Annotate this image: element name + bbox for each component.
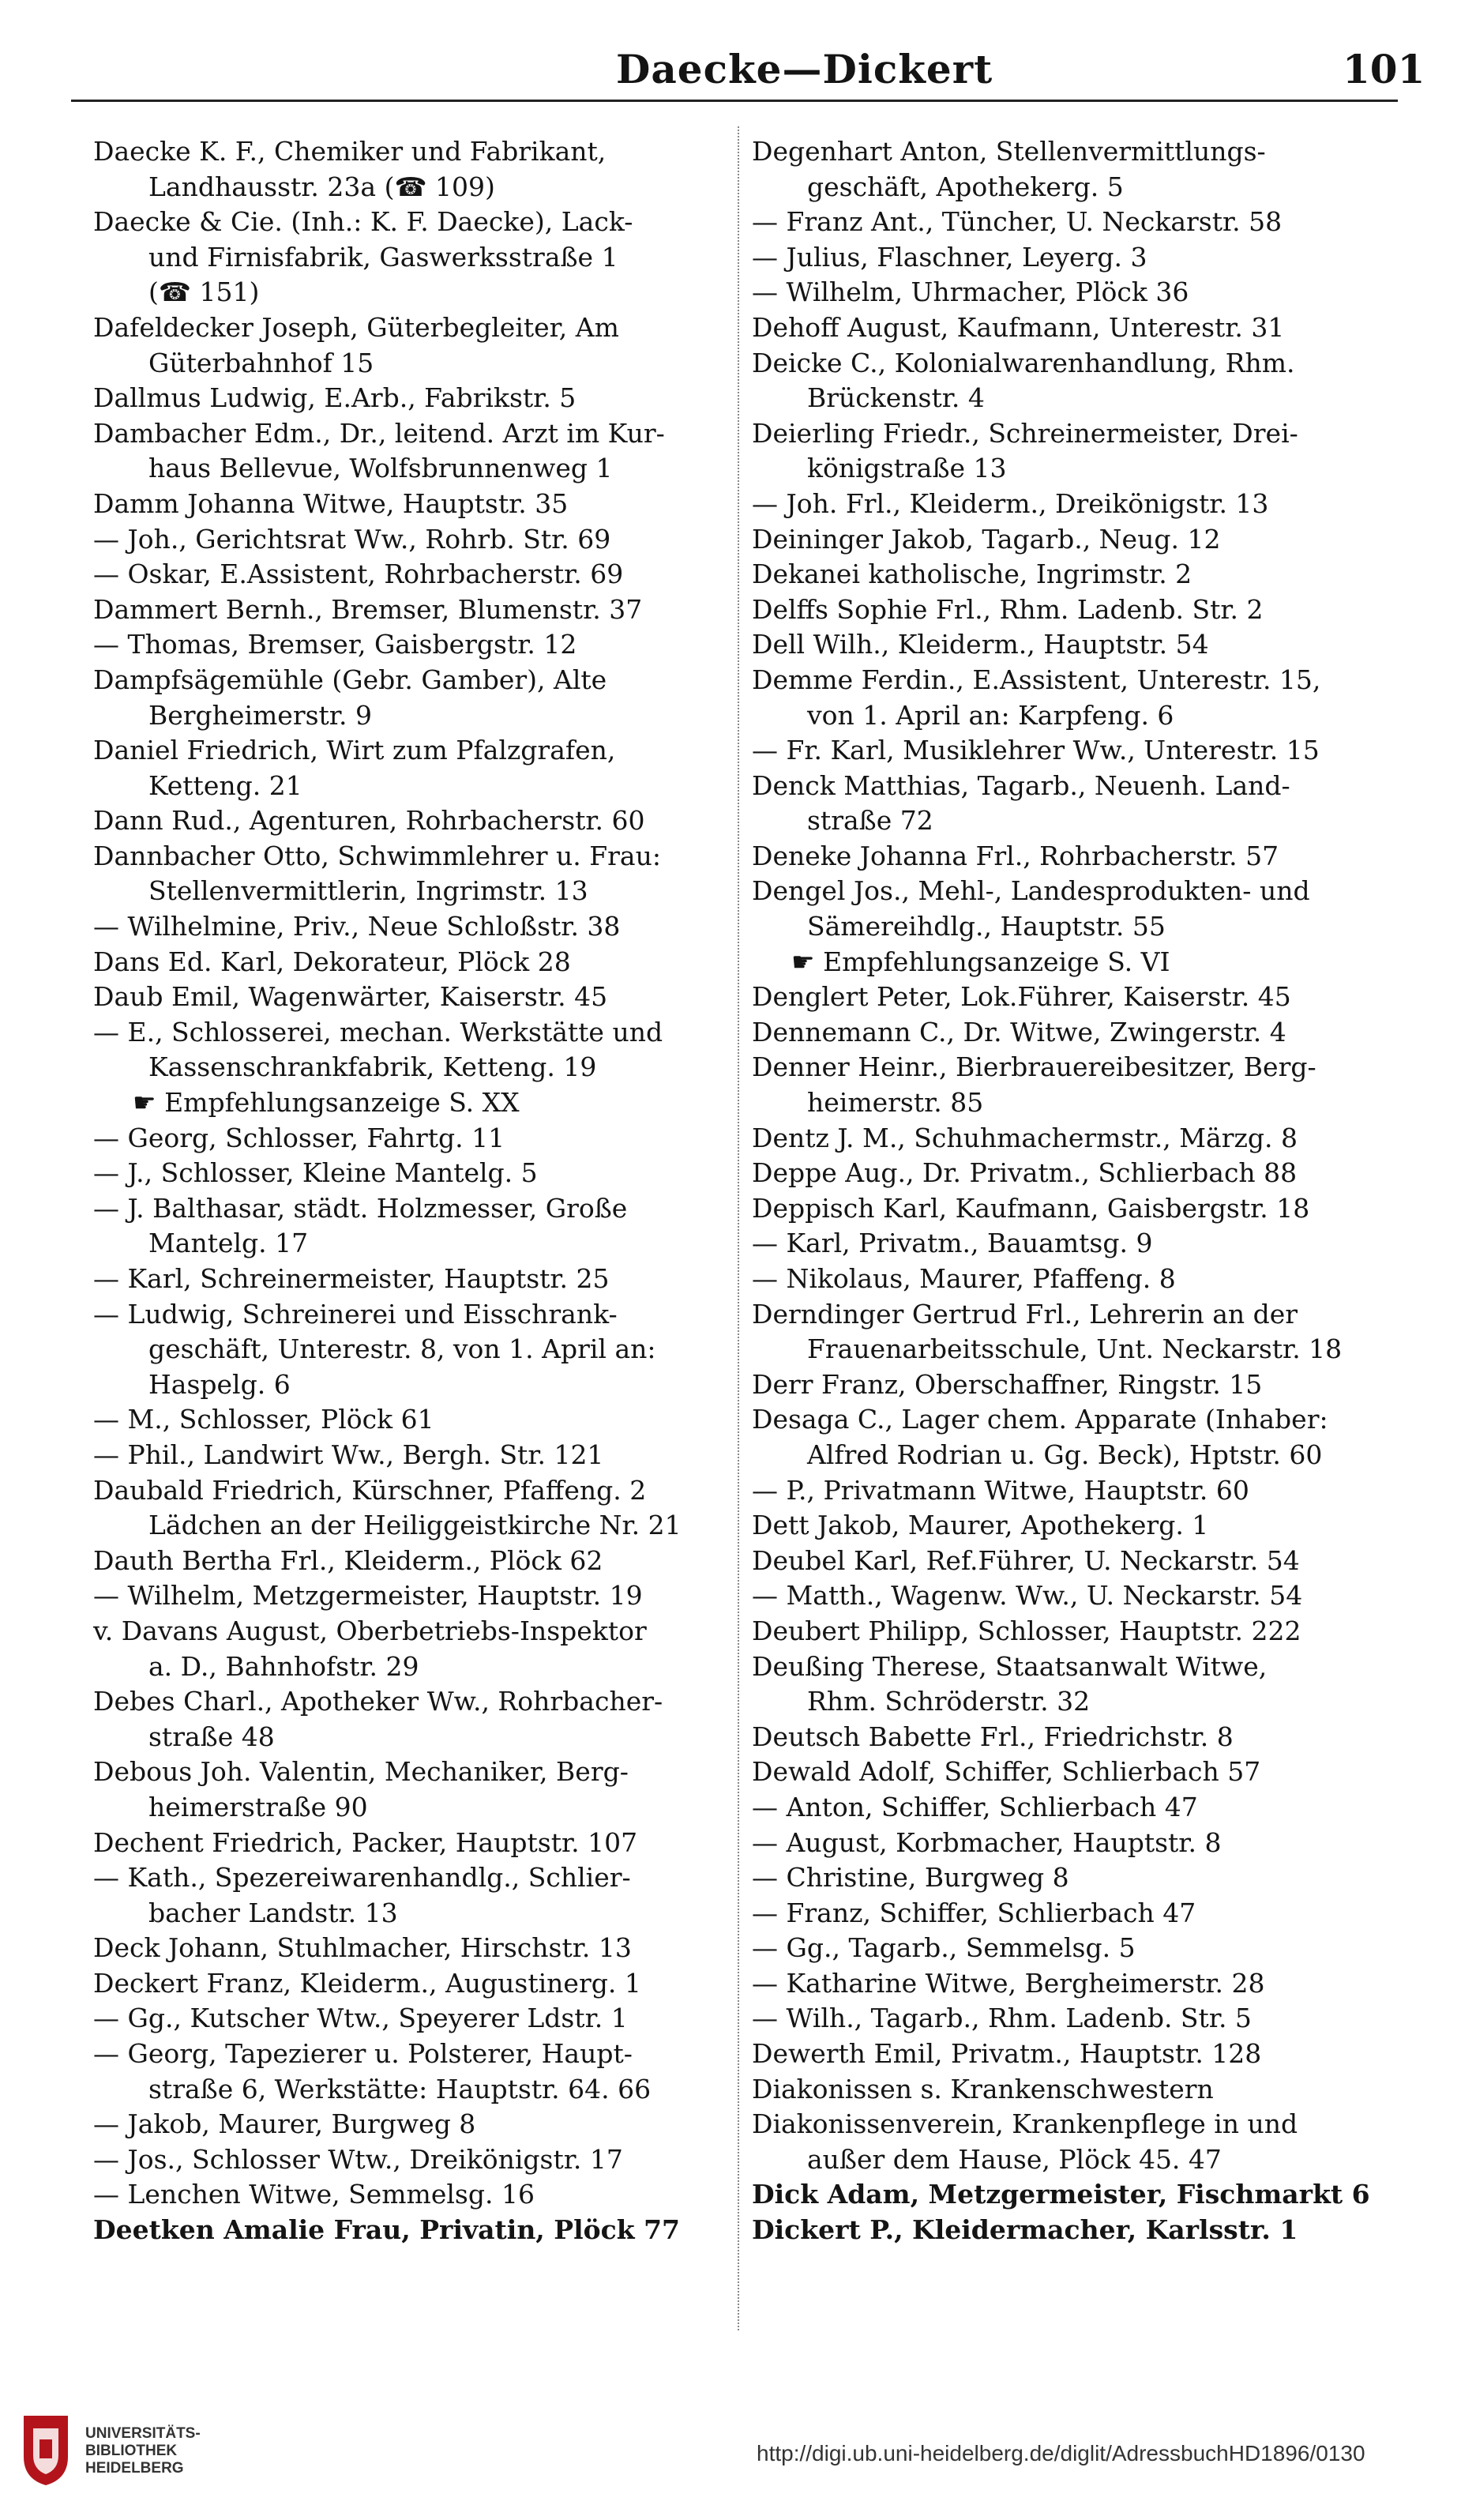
entry-line: Dehoff August, Kaufmann, Unterestr. 31 (752, 311, 1285, 343)
entry-line: Dennemann C., Dr. Witwe, Zwingerstr. 4 (752, 1016, 1286, 1047)
entry-line: Deppisch Karl, Kaufmann, Gaisbergstr. 18 (752, 1192, 1310, 1224)
entry-continuation-line: Sämereihdlg., Hauptstr. 55 (807, 911, 1166, 942)
directory-entry (752, 663, 1395, 733)
entry-line: — Oskar, E.Assistent, Rohrbacherstr. 69 (93, 559, 624, 590)
directory-entry (752, 1156, 1395, 1191)
entry-continuation-line: Lädchen an der Heiliggeistkirche Nr. 21 (148, 1510, 682, 1541)
directory-entry (752, 416, 1395, 487)
directory-entry (93, 134, 737, 205)
directory-entry (93, 1156, 737, 1191)
entry-line: — Gg., Kutscher Wtw., Speyerer Ldstr. 1 (93, 2003, 628, 2034)
directory-entry (752, 1508, 1395, 1544)
entry-line: Denglert Peter, Lok.Führer, Kaiserstr. 45 (752, 981, 1291, 1013)
entry-line: Dengel Jos., Mehl-, Landesprodukten- und (752, 875, 1310, 907)
library-name-line: HEIDELBERG (85, 2460, 184, 2477)
footer (0, 2394, 1461, 2520)
entry-continuation-line: straße 6, Werkstätte: Hauptstr. 64. 66 (148, 2073, 652, 2104)
directory-entry (752, 134, 1395, 205)
entry-line: Deubert Philipp, Schlosser, Hauptstr. 222 (752, 1615, 1301, 1646)
entry-line: Dick Adam, Metzgermeister, Fischmarkt 6 (752, 2179, 1370, 2210)
entry-line: Dann Rud., Agenturen, Rohrbacherstr. 60 (93, 805, 645, 837)
entry-line: Deppe Aug., Dr. Privatm., Schlierbach 88 (752, 1157, 1298, 1189)
directory-entry (752, 980, 1395, 1015)
entry-line: — Franz, Schiffer, Schlierbach 47 (752, 1897, 1196, 1928)
directory-entry (752, 1297, 1395, 1367)
directory-entry (752, 1649, 1395, 1720)
directory-entry (752, 1262, 1395, 1297)
entry-line: Denner Heinr., Bierbrauereibesitzer, Berg- (752, 1051, 1316, 1083)
directory-entry (93, 416, 737, 487)
entry-line: Daecke K. F., Chemiker und Fabrikant, (93, 136, 607, 167)
entry-continuation-line: Mantelg. 17 (148, 1228, 309, 1259)
directory-entry (93, 627, 737, 663)
directory-entry (93, 803, 737, 839)
directory-entry (752, 1826, 1395, 1861)
entry-line: Dans Ed. Karl, Dekorateur, Plöck 28 (93, 946, 571, 977)
entry-line: Deicke C., Kolonialwarenhandlung, Rhm. (752, 347, 1295, 378)
entry-line: ☛ Empfehlungsanzeige S. XX (133, 1087, 520, 1119)
entry-line: Denck Matthias, Tagarb., Neuenh. Land- (752, 769, 1290, 801)
directory-entry (93, 1297, 737, 1403)
entry-line: Dammert Bernh., Bremser, Blumenstr. 37 (93, 593, 643, 625)
entry-line: Diakonissenverein, Krankenpflege in und (752, 2108, 1298, 2140)
directory-entry (93, 522, 737, 558)
entry-line: — Julius, Flaschner, Leyerg. 3 (752, 241, 1147, 273)
entry-line: — Phil., Landwirt Ww., Bergh. Str. 121 (93, 1439, 604, 1470)
directory-entry (752, 945, 1395, 980)
entry-line: Deneke Johanna Frl., Rohrbacherstr. 57 (752, 840, 1279, 871)
entry-line: Daecke & Cie. (Inh.: K. F. Daecke), Lack- (93, 206, 633, 238)
entry-line: — Wilhelm, Uhrmacher, Plöck 36 (752, 276, 1189, 308)
directory-entry (93, 2001, 737, 2037)
entry-continuation-line: heimerstr. 85 (807, 1087, 984, 1119)
directory-entry (752, 1578, 1395, 1614)
entry-continuation-line: außer dem Hause, Plöck 45. 47 (807, 2143, 1222, 2175)
entry-continuation-line: a. D., Bahnhofstr. 29 (148, 1650, 419, 1682)
entry-line: — E., Schlosserei, mechan. Werkstätte und (93, 1016, 663, 1047)
entry-line: — M., Schlosser, Plöck 61 (93, 1404, 434, 1435)
entry-line: Dewerth Emil, Privatm., Hauptstr. 128 (752, 2038, 1262, 2070)
entry-line: Dannbacher Otto, Schwimmlehrer u. Frau: (93, 840, 661, 871)
directory-entry (752, 205, 1395, 240)
entry-continuation-line: und Firnisfabrik, Gaswerksstraße 1 (148, 241, 618, 273)
directory-entry (93, 1262, 737, 1297)
entry-continuation-line: geschäft, Apothekerg. 5 (807, 171, 1124, 202)
directory-entry (93, 2177, 737, 2213)
entry-line: Dell Wilh., Kleiderm., Hauptstr. 54 (752, 629, 1209, 660)
entry-line: Desaga C., Lager chem. Apparate (Inhaber: (752, 1404, 1328, 1435)
directory-entry (752, 557, 1395, 592)
directory-entry (752, 2037, 1395, 2072)
entry-continuation-line: Ketteng. 21 (148, 769, 302, 801)
directory-entry (752, 1896, 1395, 1931)
directory-entry (752, 874, 1395, 944)
entry-line: v. Davans August, Oberbetriebs-Inspektor (93, 1615, 647, 1646)
directory-entry (752, 487, 1395, 522)
directory-entry (752, 2177, 1395, 2213)
directory-entry (752, 1402, 1395, 1473)
directory-entry (93, 1578, 737, 1614)
entry-line: Deubel Karl, Ref.Führer, U. Neckarstr. 54 (752, 1544, 1300, 1576)
directory-entry (93, 1544, 737, 1579)
entry-line: Dauth Bertha Frl., Kleiderm., Plöck 62 (93, 1544, 603, 1576)
entry-line: — Wilh., Tagarb., Rhm. Ladenb. Str. 5 (752, 2003, 1252, 2034)
entry-line: — Kath., Spezereiwarenhandlg., Schlier- (93, 1862, 631, 1894)
entry-continuation-line: straße 72 (807, 805, 933, 837)
directory-entry (93, 1085, 737, 1121)
header-rule (71, 100, 1398, 102)
directory-entry (93, 1966, 737, 2002)
entry-line: Deck Johann, Stuhlmacher, Hirschstr. 13 (93, 1932, 632, 1964)
library-name (85, 2425, 201, 2477)
entry-line: — August, Korbmacher, Hauptstr. 8 (752, 1826, 1222, 1858)
directory-entry (93, 2213, 737, 2248)
entry-line: — Nikolaus, Maurer, Pfaffeng. 8 (752, 1263, 1176, 1294)
entry-line: — Joh. Frl., Kleiderm., Dreikönigstr. 13 (752, 487, 1269, 519)
directory-entry (93, 1121, 737, 1157)
entry-line: — Anton, Schiffer, Schlierbach 47 (752, 1791, 1198, 1822)
left-column (93, 134, 737, 2248)
entry-line: ☛ Empfehlungsanzeige S. VI (791, 946, 1170, 977)
entry-continuation-line: Alfred Rodrian u. Gg. Beck), Hptstr. 60 (807, 1439, 1323, 1470)
directory-entry (752, 310, 1395, 346)
entry-continuation-line: von 1. April an: Karpfeng. 6 (807, 699, 1174, 731)
entry-continuation-line: Brückenstr. 4 (807, 382, 985, 414)
directory-entry (752, 1050, 1395, 1120)
entry-continuation-line: Stellenvermittlerin, Ingrimstr. 13 (148, 875, 588, 907)
directory-entry (752, 1544, 1395, 1579)
entry-continuation-line: geschäft, Unterestr. 8, von 1. April an: (148, 1333, 656, 1365)
directory-entry (93, 2142, 737, 2178)
entry-line: — Jakob, Maurer, Burgweg 8 (93, 2108, 476, 2140)
right-column (752, 134, 1395, 2248)
entry-line: Degenhart Anton, Stellenvermittlungs- (752, 136, 1266, 167)
entry-line: Dekanei katholische, Ingrimstr. 2 (752, 559, 1192, 590)
directory-entry (752, 2072, 1395, 2108)
directory-entry (93, 1473, 737, 1544)
entry-line: Deußing Therese, Staatsanwalt Witwe, (752, 1650, 1268, 1682)
directory-entry (93, 980, 737, 1015)
directory-entry (93, 1402, 737, 1438)
entry-line: — Karl, Privatm., Bauamtsg. 9 (752, 1228, 1153, 1259)
entry-line: — Georg, Tapezierer u. Polsterer, Haupt- (93, 2038, 633, 2070)
source-url-link[interactable]: http://digi.ub.uni-heidelberg.de/diglit/AdressbuchHD1896/0130 (757, 2441, 1365, 2465)
entry-continuation-line: Rhm. Schröderstr. 32 (807, 1686, 1091, 1717)
entry-continuation-line: straße 48 (148, 1721, 275, 1752)
entry-continuation-line: Bergheimerstr. 9 (148, 699, 372, 731)
entry-line: — J., Schlosser, Kleine Mantelg. 5 (93, 1157, 538, 1189)
entry-line: Deutsch Babette Frl., Friedrichstr. 8 (752, 1721, 1234, 1752)
entry-line: Daniel Friedrich, Wirt zum Pfalzgrafen, (93, 735, 616, 766)
entry-line: — Karl, Schreinermeister, Hauptstr. 25 (93, 1263, 610, 1294)
entry-line: Diakonissen s. Krankenschwestern (752, 2073, 1214, 2104)
directory-entry (93, 663, 737, 733)
entry-line: — Christine, Burgweg 8 (752, 1862, 1069, 1894)
entry-line: Dewald Adolf, Schiffer, Schlierbach 57 (752, 1756, 1261, 1788)
entry-line: Deckert Franz, Kleiderm., Augustinerg. 1 (93, 1967, 641, 1999)
entry-line: — P., Privatmann Witwe, Hauptstr. 60 (752, 1474, 1249, 1506)
entry-line: — Georg, Schlosser, Fahrtg. 11 (93, 1122, 505, 1153)
directory-entry (752, 1367, 1395, 1403)
entry-continuation-line: bacher Landstr. 13 (148, 1897, 398, 1928)
entry-line: — Lenchen Witwe, Semmelsg. 16 (93, 2179, 535, 2210)
library-name-line: BIBLIOTHEK (85, 2443, 178, 2459)
directory-entry (752, 1015, 1395, 1051)
directory-entry (752, 769, 1395, 839)
directory-entry (93, 205, 737, 310)
directory-entry (752, 1860, 1395, 1896)
entry-line: Daubald Friedrich, Kürschner, Pfaffeng. 2 (93, 1474, 647, 1506)
entry-line: Daub Emil, Wagenwärter, Kaiserstr. 45 (93, 981, 608, 1013)
directory-entry (752, 240, 1395, 276)
directory-entry (752, 1755, 1395, 1790)
directory-entry (752, 627, 1395, 663)
directory-entry (752, 346, 1395, 416)
entry-line: Deetken Amalie Frau, Privatin, Plöck 77 (93, 2214, 681, 2246)
entry-line: Dafeldecker Joseph, Güterbegleiter, Am (93, 311, 619, 343)
directory-entry (752, 592, 1395, 628)
directory-entry (752, 1790, 1395, 1826)
page-header-title: Daecke—Dickert (616, 46, 993, 92)
entry-line: Derr Franz, Oberschaffner, Ringstr. 15 (752, 1368, 1263, 1400)
library-name-line: UNIVERSITÄTS- (85, 2425, 201, 2442)
entry-line: Dampfsägemühle (Gebr. Gamber), Alte (93, 664, 607, 695)
directory-entry (752, 2107, 1395, 2177)
entry-continuation-line: (☎ 151) (148, 276, 260, 308)
directory-entry (93, 1438, 737, 1473)
directory-entry (93, 2037, 737, 2107)
entry-line: — Joh., Gerichtsrat Ww., Rohrb. Str. 69 (93, 523, 611, 555)
directory-entry (752, 1121, 1395, 1157)
directory-entry (93, 839, 737, 909)
directory-entry (752, 275, 1395, 310)
entry-continuation-line: Güterbahnhof 15 (148, 347, 374, 378)
entry-line: Dett Jakob, Maurer, Apothekerg. 1 (752, 1510, 1209, 1541)
entry-line: — Gg., Tagarb., Semmelsg. 5 (752, 1932, 1136, 1964)
directory-entry (752, 1226, 1395, 1262)
entry-continuation-line: Landhausstr. 23a (☎ 109) (148, 171, 495, 202)
entry-line: — J. Balthasar, städt. Holzmesser, Große (93, 1192, 628, 1224)
entry-line: Deierling Friedr., Schreinermeister, Drei- (752, 417, 1298, 449)
directory-entry (752, 2213, 1395, 2248)
entry-line: Debes Charl., Apotheker Ww., Rohrbacher- (93, 1686, 663, 1717)
entry-line: Dechent Friedrich, Packer, Hauptstr. 107 (93, 1826, 638, 1858)
entry-line: — Wilhelm, Metzgermeister, Hauptstr. 19 (93, 1580, 643, 1612)
column-divider (738, 126, 739, 2330)
entry-line: Dickert P., Kleidermacher, Karlsstr. 1 (752, 2214, 1298, 2246)
entry-line: Dambacher Edm., Dr., leitend. Arzt im Kur- (93, 417, 665, 449)
directory-entry (752, 522, 1395, 558)
entry-line: Demme Ferdin., E.Assistent, Unterestr. 15, (752, 664, 1321, 695)
entry-line: Damm Johanna Witwe, Hauptstr. 35 (93, 487, 569, 519)
directory-entry (752, 1191, 1395, 1227)
directory-entry (93, 1015, 737, 1085)
entry-line: — Fr. Karl, Musiklehrer Ww., Unterestr. 15 (752, 735, 1320, 766)
directory-entry (93, 1684, 737, 1755)
directory-entry (752, 1966, 1395, 2002)
entry-line: Dentz J. M., Schuhmachermstr., Märzg. 8 (752, 1122, 1298, 1153)
directory-entry (752, 1614, 1395, 1649)
entry-line: — Jos., Schlosser Wtw., Dreikönigstr. 17 (93, 2143, 623, 2175)
directory-entry (93, 310, 737, 381)
directory-entry (752, 1931, 1395, 1966)
directory-entry (93, 2107, 737, 2142)
entry-continuation-line: heimerstraße 90 (148, 1791, 368, 1822)
entry-line: Deininger Jakob, Tagarb., Neug. 12 (752, 523, 1221, 555)
entry-line: Derndinger Gertrud Frl., Lehrerin an der (752, 1298, 1298, 1330)
entry-line: — Katharine Witwe, Bergheimerstr. 28 (752, 1967, 1265, 1999)
directory-entry (93, 909, 737, 945)
directory-entry (93, 381, 737, 416)
entry-continuation-line: Frauenarbeitsschule, Unt. Neckarstr. 18 (807, 1333, 1343, 1365)
entry-line: — Matth., Wagenw. Ww., U. Neckarstr. 54 (752, 1580, 1303, 1612)
entry-continuation-line: königstraße 13 (807, 453, 1007, 484)
entry-line: Delffs Sophie Frl., Rhm. Ladenb. Str. 2 (752, 593, 1264, 625)
entry-line: Dallmus Ludwig, E.Arb., Fabrikstr. 5 (93, 382, 577, 414)
directory-entry (93, 1826, 737, 1861)
entry-continuation-line: Haspelg. 6 (148, 1368, 291, 1400)
entry-line: — Ludwig, Schreinerei und Eisschrank- (93, 1298, 618, 1330)
directory-entry (752, 1720, 1395, 1755)
directory-entry (752, 1473, 1395, 1509)
directory-entry (93, 487, 737, 522)
entry-line: — Franz Ant., Tüncher, U. Neckarstr. 58 (752, 206, 1283, 238)
university-seal-icon (17, 2413, 74, 2488)
directory-entry (93, 1860, 737, 1931)
directory-entry (752, 733, 1395, 769)
entry-continuation-line: Kassenschrankfabrik, Ketteng. 19 (148, 1051, 597, 1083)
entry-line: — Thomas, Bremser, Gaisbergstr. 12 (93, 629, 577, 660)
directory-entry (93, 1931, 737, 1966)
directory-entry (93, 1191, 737, 1262)
directory-entry (93, 1614, 737, 1684)
entry-line: Debous Joh. Valentin, Mechaniker, Berg- (93, 1756, 629, 1788)
directory-entry (752, 839, 1395, 874)
page-number: 101 (1343, 46, 1425, 92)
directory-entry (93, 592, 737, 628)
directory-entry (93, 733, 737, 803)
directory-entry (93, 945, 737, 980)
directory-entry (752, 2001, 1395, 2037)
directory-entry (93, 557, 737, 592)
directory-entry (93, 1755, 737, 1825)
entry-line: — Wilhelmine, Priv., Neue Schloßstr. 38 (93, 911, 621, 942)
entry-continuation-line: haus Bellevue, Wolfsbrunnenweg 1 (148, 453, 613, 484)
